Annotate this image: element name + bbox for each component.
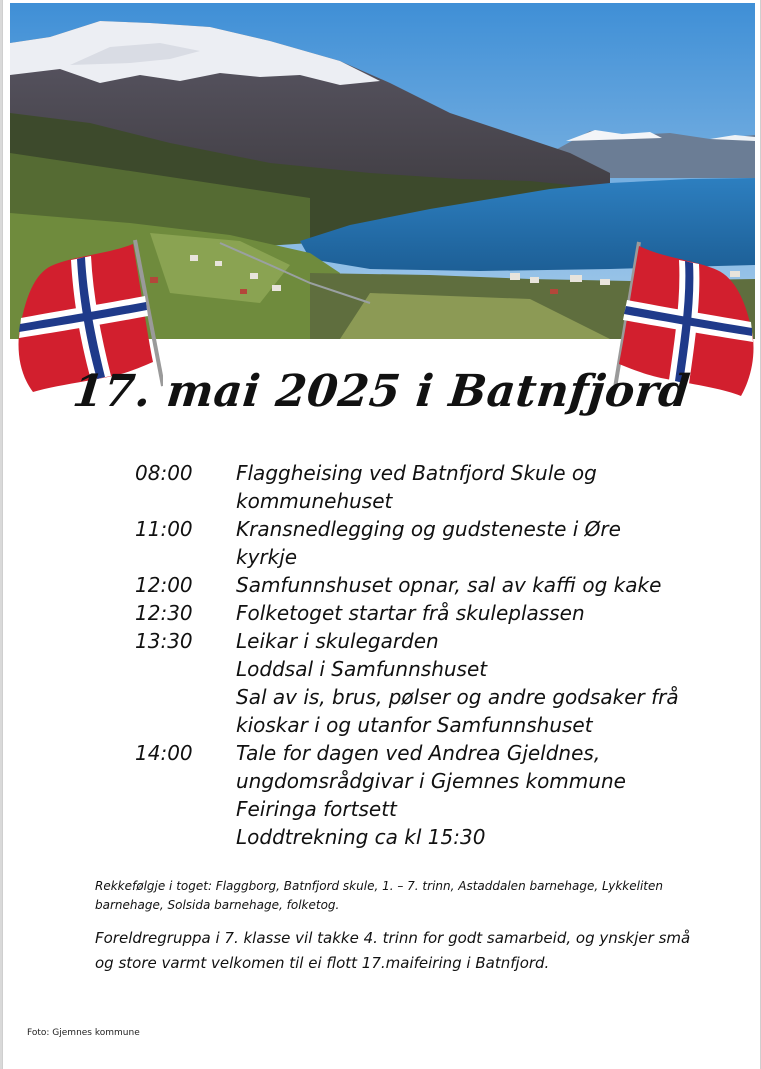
schedule-line: Folketoget startar frå skuleplassen [236, 601, 585, 625]
schedule-description [236, 739, 695, 851]
schedule-row [135, 627, 695, 739]
schedule-line: Loddtrekning ca kl 15:30 [236, 825, 486, 849]
schedule-line: Leikar i skulegarden [236, 629, 439, 653]
schedule-time: 12:00 [135, 573, 193, 597]
schedule-time: 11:00 [135, 517, 193, 541]
schedule-line: Samfunnshuset opnar, sal av kaffi og kake [236, 573, 662, 597]
thanks-note: Foreldregruppa i 7. klasse vil takke 4. trinn for godt samarbeid, og ynskjer små og store varmt velkomen til ei flott 17.maifeiring i Batnfjord. [95, 929, 691, 972]
schedule-line: Flaggheising ved Batnfjord Skule og [236, 461, 597, 485]
schedule-time: 12:30 [135, 601, 193, 625]
schedule-line: Sal av is, brus, pølser og andre godsaker frå [236, 685, 679, 709]
event-schedule [135, 459, 695, 851]
schedule-line: Feiringa fortsett [236, 797, 397, 821]
schedule-time: 08:00 [135, 461, 193, 485]
schedule-description [236, 599, 695, 627]
schedule-row [135, 515, 695, 571]
schedule-description [236, 627, 695, 739]
poster-page [2, 0, 761, 1069]
schedule-description [236, 459, 695, 515]
schedule-row [135, 459, 695, 515]
poster-title: 17. mai 2025 i Batnfjord [70, 366, 693, 417]
schedule-line: ungdomsrådgivar i Gjemnes kommune [236, 769, 626, 793]
schedule-description [236, 515, 695, 571]
schedule-line: Kransnedlegging og gudsteneste i Øre [236, 517, 621, 541]
schedule-line: Tale for dagen ved Andrea Gjeldnes, [236, 741, 601, 765]
schedule-line: kommunehuset [236, 489, 393, 513]
schedule-description [236, 571, 695, 599]
procession-order-note: Rekkefølgje i toget: Flaggborg, Batnfjord skule, 1. – 7. trinn, Astaddalen barnehage, Lykkeliten barnehage, Solsida barnehage, folketog. [95, 879, 663, 912]
schedule-row [135, 599, 695, 627]
schedule-line: kioskar i og utanfor Samfunnshuset [236, 713, 593, 737]
schedule-time: 13:30 [135, 629, 193, 653]
schedule-time: 14:00 [135, 741, 193, 765]
schedule-row [135, 571, 695, 599]
schedule-row [135, 739, 695, 851]
schedule-line: kyrkje [236, 545, 298, 569]
photo-credit: Foto: Gjemnes kommune [27, 1028, 140, 1038]
schedule-line: Loddsal i Samfunnshuset [236, 657, 488, 681]
